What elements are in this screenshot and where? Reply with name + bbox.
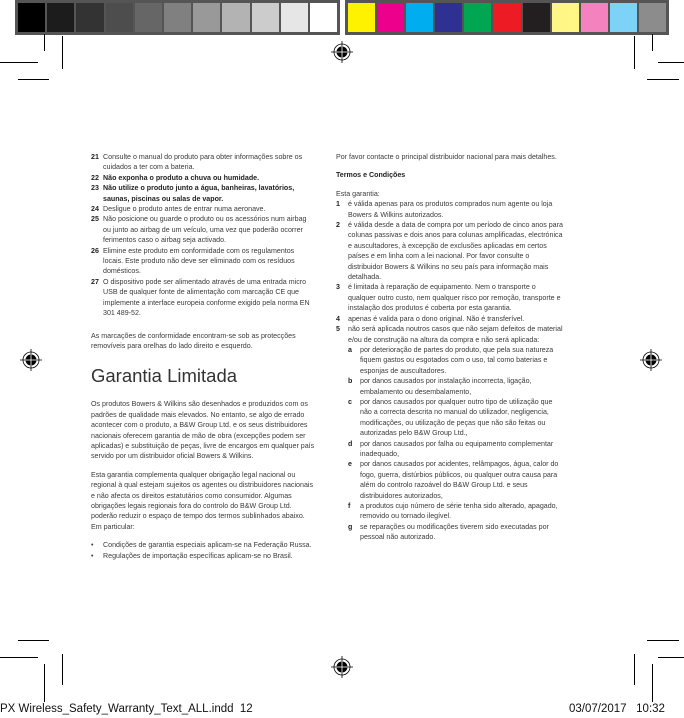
- crop-mark: [652, 664, 653, 702]
- sub-term-item: [336, 522, 564, 543]
- item-number: 21: [91, 153, 99, 161]
- registration-mark-icon: [331, 656, 353, 678]
- conformity-note: As marcações de conformidade encontram-se sob as protecções removíveis para orelhas do lado direito e esquerdo.: [91, 331, 296, 350]
- process-color-bar: [345, 0, 669, 35]
- item-text: não será aplicada noutros casos que não sejam defeitos de material e/ou de construção na altura da compra e não será aplicada:: [348, 325, 563, 344]
- color-swatch: [106, 3, 133, 32]
- item-number: 4: [336, 314, 340, 323]
- crop-mark: [18, 640, 49, 641]
- warranty-paragraph: Os produtos Bowers & Wilkins são desenhados e produzidos com os padrões de qualidade mais elevados. No entanto, se algo de errado acontecer com o produto, a B&W Group Ltd. e os seus distribuidores nacionais oferecem garantia de mão de obra (excepções podem ser aplicadas) e substituição de peças, livre de encargos em qualquer país servido por um distribuidor oficial Bowers & Wilkins.: [91, 400, 315, 461]
- safety-item: [91, 277, 316, 319]
- registration-mark-icon: [20, 349, 42, 371]
- color-swatch: [464, 3, 491, 32]
- crop-mark: [0, 62, 38, 63]
- item-letter: b: [348, 377, 353, 386]
- crop-mark: [18, 79, 49, 80]
- right-column: [336, 152, 564, 543]
- crop-mark: [652, 34, 653, 51]
- item-letter: f: [348, 502, 351, 510]
- bullet-text: Condições de garantia especiais aplicam-se na Federação Russa.: [103, 541, 312, 550]
- color-swatch: [639, 3, 666, 32]
- page-number: 12: [239, 703, 253, 715]
- item-text: Não exponha o produto a chuva ou humidade.: [103, 173, 260, 182]
- slug-datetime: [569, 703, 665, 715]
- bullet-item: • Regulações de importação específicas aplicam-se no Brasil.: [91, 551, 293, 560]
- color-swatch: [435, 3, 462, 32]
- safety-item: [91, 214, 316, 245]
- color-swatch: [348, 3, 375, 32]
- item-number: 27: [91, 277, 99, 286]
- color-swatch: [377, 3, 404, 32]
- item-letter: c: [348, 397, 352, 406]
- item-text: por danos causados por instalação incorrecta, ligação, embalamento ou desembalamento,: [360, 377, 532, 396]
- color-swatch: [164, 3, 191, 32]
- crop-mark: [634, 36, 635, 69]
- safety-item: [91, 183, 316, 204]
- item-number: 1: [336, 200, 340, 209]
- left-column: [91, 152, 316, 561]
- item-text: Não posicione ou guarde o produto ou os acessórios num airbag ou junto ao airbag de um veículo, uma vez que poderão ocorrer ferimentos caso o airbag seja activado.: [103, 215, 307, 245]
- color-swatch: [193, 3, 220, 32]
- sub-term-item: [336, 397, 564, 439]
- registration-mark-icon: [331, 41, 353, 63]
- term-item: [336, 282, 564, 313]
- sub-term-item: [336, 501, 564, 522]
- item-number: 25: [91, 215, 99, 224]
- contact-note: Por favor contacte o principal distribuidor nacional para mais detalhes.: [336, 153, 557, 161]
- color-swatch: [581, 3, 608, 32]
- crop-mark: [647, 79, 679, 80]
- terms-heading: Termos e Condições: [336, 171, 406, 180]
- item-text: apenas é valida para o dono original. Não é transferível.: [348, 314, 525, 323]
- crop-mark: [634, 654, 635, 685]
- crop-mark: [658, 62, 684, 63]
- item-text: é válida apenas para os produtos comprados num agente ou loja Bowers & Wilkins autorizados.: [348, 200, 553, 219]
- item-text: se reparações ou modificações tiverem sido executadas por pessoal não autorizado.: [360, 522, 549, 542]
- crop-mark: [658, 657, 684, 658]
- color-swatch: [135, 3, 162, 32]
- sub-term-item: [336, 345, 564, 376]
- slug-time: 10:32: [636, 703, 665, 715]
- terms-intro: Esta garantia:: [336, 189, 380, 198]
- item-letter: g: [348, 522, 353, 531]
- item-text: por danos causados por acidentes, relâmpagos, água, calor do fogo, guerra, distúrbios públicos, ou qualquer outra causa para além do controlo razoável do B&W Group Ltd. e seus distribuidores autorizados,: [360, 460, 559, 500]
- item-text: Desligue o produto antes de entrar numa aeronave.: [103, 205, 266, 214]
- item-number: 24: [91, 205, 99, 214]
- color-swatch: [610, 3, 637, 32]
- term-item: [336, 199, 564, 220]
- item-number: 5: [336, 325, 340, 334]
- item-number: 3: [336, 283, 340, 292]
- color-swatch: [523, 3, 550, 32]
- item-number: 2: [336, 221, 340, 230]
- grayscale-color-bar: [15, 0, 340, 35]
- bullet-list: [91, 540, 316, 561]
- item-text: Consulte o manual do produto para obter informações sobre os cuidados a ter com a bateria.: [103, 153, 303, 172]
- section-heading: Garantia Limitada: [91, 365, 238, 387]
- crop-mark: [44, 664, 45, 702]
- color-swatch: [76, 3, 103, 32]
- safety-item: [91, 246, 316, 277]
- color-swatch: [406, 3, 433, 32]
- sub-term-item: [336, 439, 564, 460]
- slug-filename: [0, 703, 253, 715]
- sub-term-item: [336, 459, 564, 501]
- term-item: [336, 220, 564, 282]
- color-swatch: [493, 3, 520, 32]
- item-letter: e: [348, 460, 352, 469]
- safety-item: [91, 204, 316, 214]
- color-swatch: [252, 3, 279, 32]
- crop-mark: [44, 34, 45, 51]
- color-swatch: [47, 3, 74, 32]
- item-text: por danos causados por qualquer outro tipo de utilização que não a correcta descrita no manual do utilizador, negligencia, modificações, ou utilização de peças que não são feitas ou autorizadas pelo B&W Group Ltd.,: [360, 397, 553, 438]
- warranty-paragraph: Esta garantia complementa qualquer obrigação legal nacional ou regional à qual estejam sujeitos os agentes ou distribuidores nacionais e não afecta os direitos estatutários como consumidor. Algumas obrigações legais regionais fora do controlo do B&W Group Ltd. poderão reduzir o espaço de tempo dos termos sublinhados abaixo. Em particular:: [91, 470, 314, 531]
- color-swatch: [552, 3, 579, 32]
- item-text: O dispositivo pode ser alimentado através de uma entrada micro USB de qualquer fonte de alimentação com marcação CE que implemente a interface europeia conforme exigido pela norma EN 301 489-52.: [103, 277, 310, 318]
- registration-mark-icon: [640, 349, 662, 371]
- item-number: 22: [91, 173, 99, 182]
- item-text: Elimine este produto em conformidade com os regulamentos locais. Este produto não deve ser eliminado com os resíduos domésticos.: [103, 246, 295, 276]
- item-number: 23: [91, 184, 99, 193]
- item-letter: d: [348, 439, 353, 448]
- item-letter: a: [348, 345, 352, 354]
- color-swatch: [310, 3, 337, 32]
- item-text: a produtos cujo número de série tenha sido alterado, apagado, removido ou tornado ilegível.: [360, 502, 558, 521]
- term-item: [336, 324, 564, 345]
- color-swatch: [281, 3, 308, 32]
- term-item: [336, 314, 564, 324]
- safety-item: [91, 173, 316, 183]
- safety-item: [91, 152, 316, 173]
- color-swatch: [222, 3, 249, 32]
- file-name: PX Wireless_Safety_Warranty_Text_ALL.indd: [0, 703, 234, 715]
- item-text: é limitada à reparação de equipamento. Nem o transporte o qualquer outro custo, nem qualquer risco por remoção, transporte e instalação dos produtos é coberta por esta garantia.: [348, 283, 561, 313]
- sub-term-item: [336, 376, 564, 397]
- crop-mark: [62, 36, 63, 69]
- item-text: por deterioração de partes do produto, que pela sua natureza fiquem gastos ou esgotados com o uso, tal como baterias e esponjas de auscultadores.: [360, 345, 554, 375]
- item-text: é válida desde a data de compra por um período de cinco anos para colunas passivas e dois anos para colunas amplificadas, electrónica e auscultadores, à excepção de exclusões aplicadas em certos países e em linha com a lei nacional. Por favor consulte o distribuidor Bowers & Wilkins no seu país para informação mais detalhada.: [348, 221, 563, 282]
- terms-list: [336, 199, 564, 542]
- safety-list: [91, 152, 316, 319]
- crop-mark: [0, 657, 38, 658]
- item-text: Não utilize o produto junto a água, banheiras, lavatórios, saunas, piscinas ou salas de vapor.: [103, 184, 295, 203]
- bullet-text: Regulações de importação específicas aplicam-se no Brasil.: [103, 551, 293, 560]
- item-number: 26: [91, 246, 99, 255]
- color-swatch: [18, 3, 45, 32]
- crop-mark: [647, 640, 679, 641]
- crop-mark: [62, 654, 63, 685]
- bullet-item: • Condições de garantia especiais aplicam-se na Federação Russa.: [91, 541, 312, 550]
- item-text: por danos causados por falha ou equipamento complementar inadequado,: [360, 439, 554, 458]
- slug-date: 03/07/2017: [569, 703, 627, 715]
